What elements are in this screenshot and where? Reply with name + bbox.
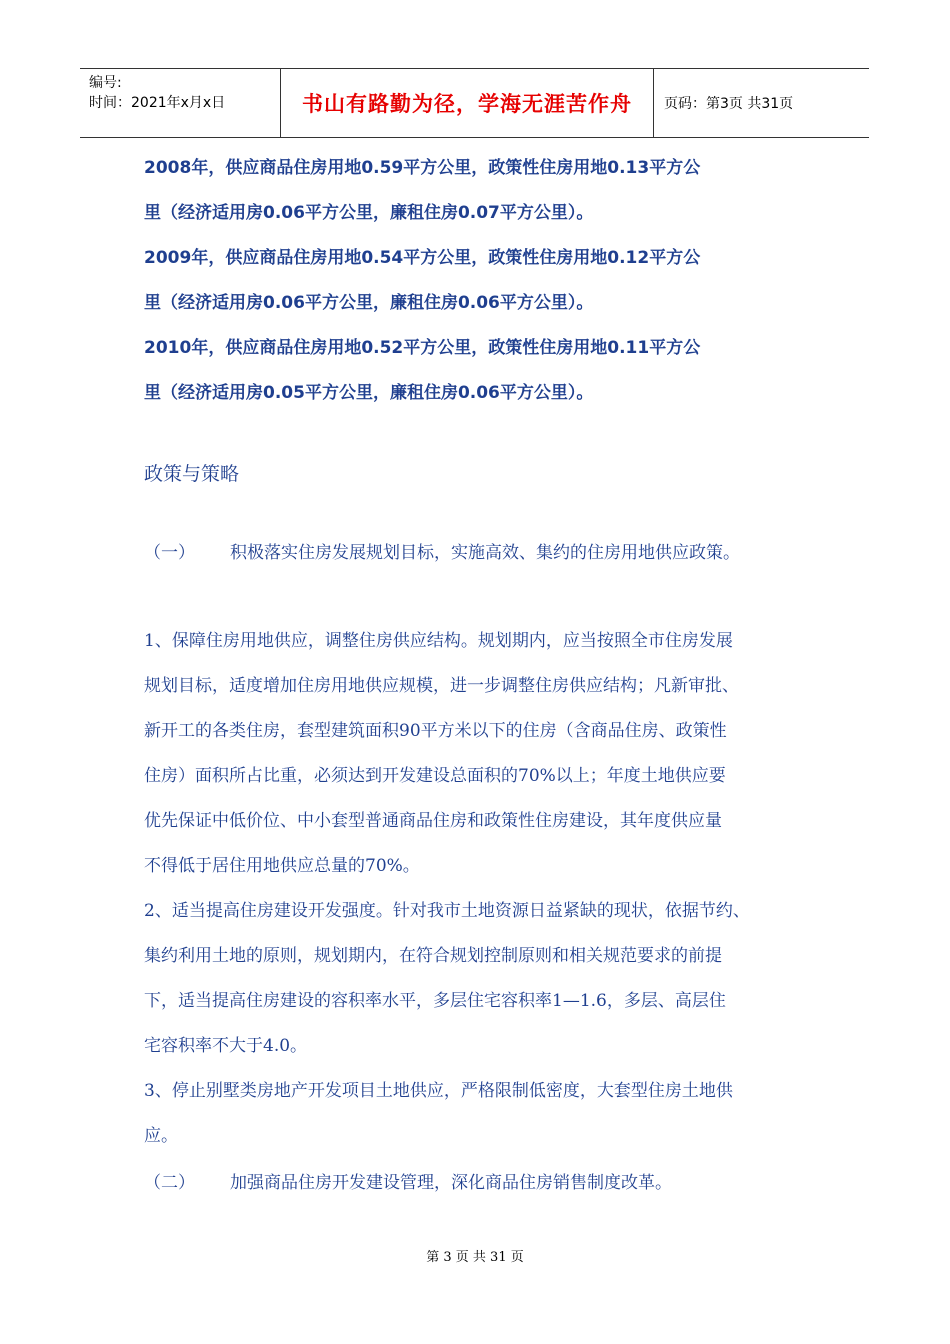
header-page-info: 页码：第3页 共31页 (664, 96, 794, 112)
paragraph-line: 3、停止别墅类房地产开发项目土地供应，严格限制低密度，大套型住房土地供 (144, 1081, 733, 1101)
paragraph-line: 宅容积率不大于4.0。 (144, 1036, 308, 1056)
section-title: 政策与策略 (144, 463, 240, 485)
time-label: 时间：2021年x月x日 (89, 95, 226, 111)
data-line: 2008年，供应商品住房用地0.59平方公里，政策性住房用地0.13平方公 (144, 158, 701, 178)
data-line: 2009年，供应商品住房用地0.54平方公里，政策性住房用地0.12平方公 (144, 248, 701, 268)
subsection-text: 加强商品住房开发建设管理，深化商品住房销售制度改革。 (230, 1173, 672, 1193)
paragraph-1 (144, 619, 750, 1159)
paragraph-line: 1、保障住房用地供应，调整住房供应结构。规划期内，应当按照全市住房发展 (144, 631, 733, 651)
subsection-number: （二） (144, 1173, 195, 1193)
paragraph-line: 下，适当提高住房建设的容积率水平，多层住宅容积率1—1.6，多层、高层住 (144, 991, 726, 1011)
paragraph-line: 优先保证中低价位、中小套型普通商品住房和政策性住房建设，其年度供应量 (144, 811, 722, 831)
number-label: 编号: (89, 75, 122, 91)
data-line: 里（经济适用房0.06平方公里，廉租住房0.07平方公里）。 (144, 203, 594, 223)
document-body (144, 146, 824, 1193)
subsection-text: 积极落实住房发展规划目标，实施高效、集约的住房用地供应政策。 (230, 543, 740, 563)
paragraph-line: 集约利用土地的原则，规划期内，在符合规划控制原则和相关规范要求的前提 (144, 946, 722, 966)
page-footer: 第 3 页 共 31 页 (426, 1250, 524, 1265)
paragraph-line: 不得低于居住用地供应总量的70%。 (144, 856, 420, 876)
paragraph-line: 新开工的各类住房，套型建筑面积90平方米以下的住房（含商品住房、政策性 (144, 721, 727, 741)
land-supply-data (144, 146, 824, 416)
subsection-1-heading (144, 538, 740, 563)
paragraph-line: 住房）面积所占比重，必须达到开发建设总面积的70%以上；年度土地供应要 (144, 766, 726, 786)
data-line: 2010年，供应商品住房用地0.52平方公里，政策性住房用地0.11平方公 (144, 338, 701, 358)
paragraph-line: 应。 (144, 1126, 178, 1146)
subsection-2-heading (144, 1168, 672, 1193)
paragraph-line: 2、适当提高住房建设开发强度。针对我市土地资源日益紧缺的现状，依据节约、 (144, 901, 750, 921)
paragraph-line: 规划目标，适度增加住房用地供应规模，进一步调整住房供应结构；凡新审批、 (144, 676, 739, 696)
subsection-number: （一） (144, 543, 195, 563)
header-motto: 书山有路勤为径，学海无涯苦作舟 (281, 69, 654, 137)
document-header (80, 68, 869, 138)
data-line: 里（经济适用房0.05平方公里，廉租住房0.06平方公里）。 (144, 383, 594, 403)
header-meta (80, 69, 281, 137)
data-line: 里（经济适用房0.06平方公里，廉租住房0.06平方公里）。 (144, 293, 594, 313)
